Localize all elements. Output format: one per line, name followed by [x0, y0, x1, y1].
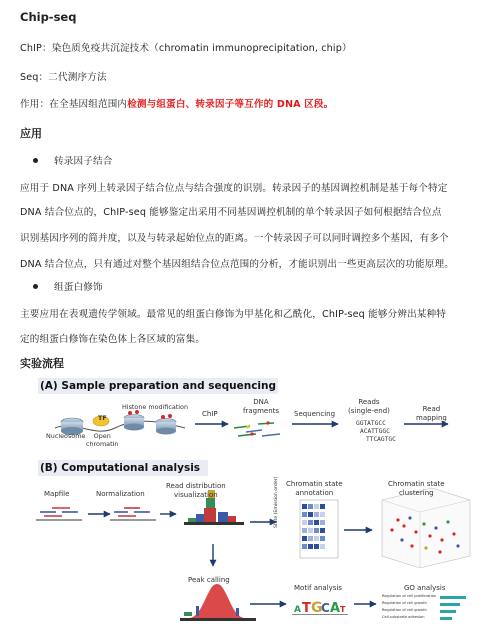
bullet2-line: 主要应用在表观遗传学领域。最常见的组蛋白修饰为甲基化和乙酰化，ChIP-seq 能够分辨出某种特: [20, 309, 447, 320]
svg-text:T: T: [340, 605, 346, 614]
chromatin-state-annotation-label: Chromatin state annotation: [286, 480, 343, 497]
dna-fragments-label: DNA fragments: [243, 398, 280, 415]
go-analysis-label: GO analysis: [404, 584, 446, 592]
peak-calling-label: Peak calling: [188, 576, 230, 584]
bullet2-line: 定的组蛋白修饰在染色体上各区域的富集。: [20, 334, 206, 345]
normalization-label: Normalization: [96, 490, 145, 498]
seq-definition: Seq：二代测序方法: [20, 72, 107, 83]
go-term: Regulation of cell proliferation: [382, 594, 437, 598]
mapfile-label: Mapfile: [44, 490, 70, 498]
nucleosome: [124, 415, 144, 431]
panel-a-title: (A) Sample preparation and sequencing: [40, 380, 277, 392]
peak-calling-graphic: [180, 584, 256, 621]
nucleosome-label: Nucleosome: [46, 432, 86, 440]
application-heading: 应用: [20, 127, 42, 140]
svg-text:T: T: [302, 601, 311, 616]
go-bars: [440, 596, 466, 620]
svg-text:A: A: [330, 601, 341, 616]
normalized-reads-graphic: [110, 508, 156, 520]
motif-analysis-label: Motif analysis: [294, 584, 343, 592]
bullet1-line: 应用于 DNA 序列上转录因子结合位点与结合强度的识别。转录因子的基因调控机制是基于每个特定: [20, 183, 448, 194]
bullet1-line: DNA 结合位点，只有通过对整个基因组结合位点范围的分析，才能识别出一些更高层次的功能原理。: [20, 259, 455, 270]
dna-fragments-graphic: [234, 421, 280, 436]
purpose-highlight: 检测与组蛋白、转录因子等互作的 DNA 区段。: [127, 99, 334, 110]
tf-label: TF: [98, 414, 107, 422]
page-title: Chip-seq: [20, 10, 77, 24]
reads-label: Reads (single-end): [348, 398, 390, 415]
chromatin-state-heatmap: [300, 500, 338, 558]
svg-text:G: G: [311, 600, 323, 616]
go-term: Cell-substrate adhesion: [382, 615, 425, 619]
purpose-prefix: 作用：在全基因组范围内: [20, 99, 128, 110]
go-term: Regulation of cell growth: [382, 601, 427, 605]
open-chromatin-label: Open chromatin: [86, 432, 119, 448]
chip-label: ChIP: [202, 410, 218, 418]
read-sequence: GGTATGCC: [356, 420, 386, 427]
chip-definition: ChIP：染色质免疫共沉淀技术（chromatin immunoprecipitation, chip）: [20, 43, 352, 54]
state-axis-label: State (Emission order): [274, 476, 279, 528]
svg-text:C: C: [321, 601, 330, 615]
bullet1-line: 识别基因序列的简并度，以及与转录起始位点的距离。一个转录因子可以同时调控多个基因，有多个: [20, 233, 449, 244]
read-sequence: ACATTGGC: [360, 428, 390, 435]
mapfile-graphic: [36, 508, 82, 520]
read-distribution-label: Read distribution visualization: [166, 482, 226, 499]
bullet2-title: 组蛋白修饰: [54, 282, 103, 293]
histone-modification-label: Histone modification: [122, 403, 189, 411]
workflow-heading: 实验流程: [20, 357, 64, 370]
go-term: Regulation of cell growth: [382, 608, 427, 612]
chromatin-state-clustering-label: Chromatin state clustering: [388, 480, 445, 497]
read-mapping-label: Read mapping: [416, 405, 447, 422]
panel-b-title: (B) Computational analysis: [40, 462, 201, 474]
motif-logo: [292, 600, 348, 616]
nucleosome: [156, 419, 176, 435]
clustering-scatter: [382, 488, 470, 568]
bullet1-line: DNA 结合位点的，ChIP-seq 能够鉴定出采用不同基因调控机制的单个转录因子如何根据结合位点: [20, 207, 442, 218]
svg-text:A: A: [294, 605, 301, 615]
bullet1-title: 转录因子结合: [54, 156, 113, 167]
read-sequence: TTCAGTGC: [366, 436, 396, 443]
sequencing-label: Sequencing: [294, 410, 336, 418]
